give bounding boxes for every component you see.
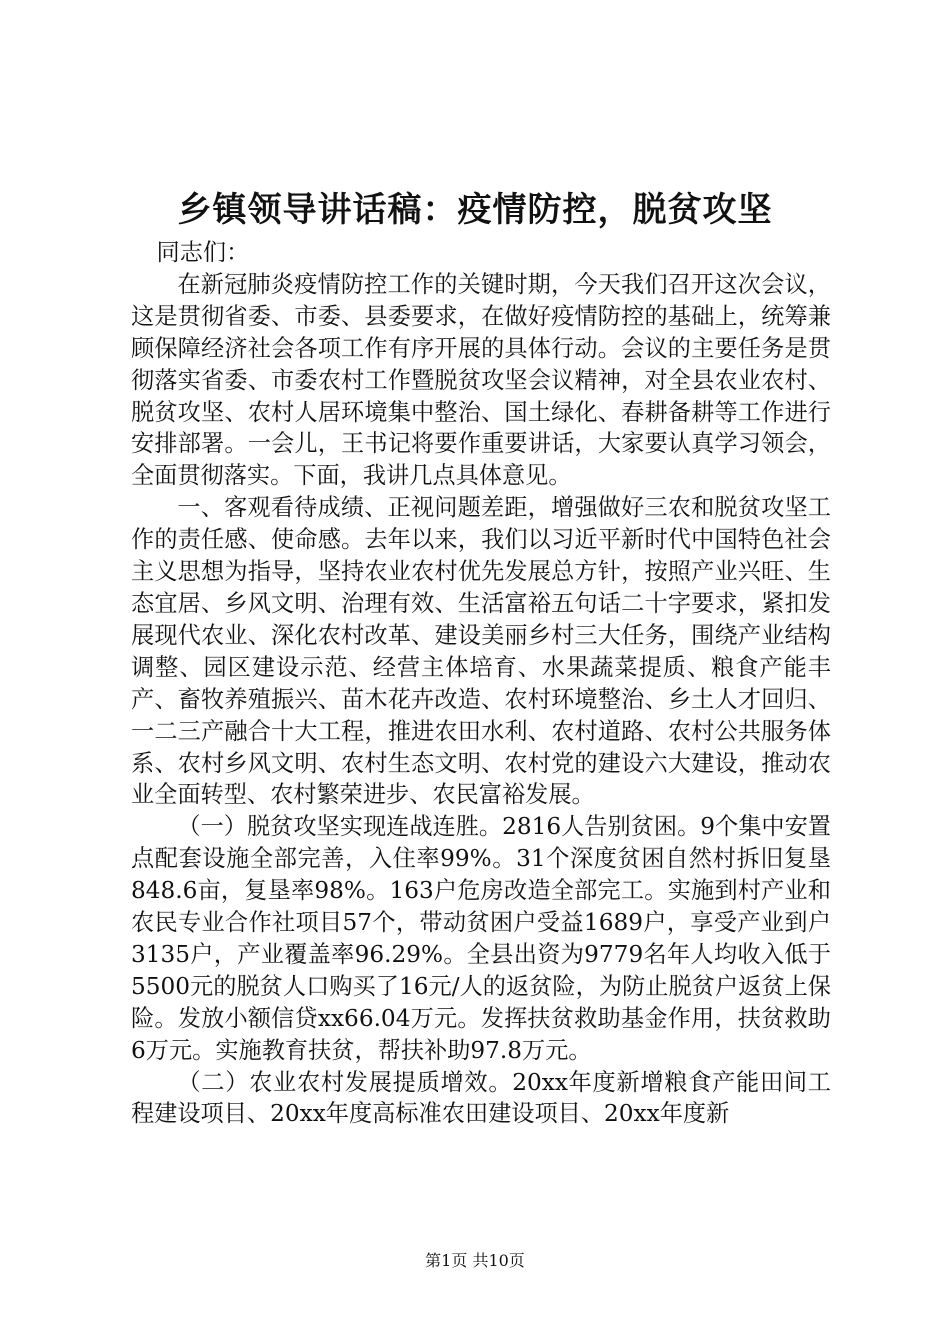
document-title: 乡镇领导讲话稿：疫情防控，脱贫攻坚 bbox=[177, 190, 773, 230]
paragraph-intro: 在新冠肺炎疫情防控工作的关键时期，今天我们召开这次会议，这是贯彻省委、市委、县委要求，在做好疫情防控的基础上，统筹兼顾保障经济社会各项工作有序开展的具体行动。会议的主要任务是贯彻落实省委、市委农村工作暨脱贫攻坚会议精神，对全县农业农村、脱贫攻坚、农村人居环境集中整治、国土绿化、春耕备耕等工作进行安排部署。一会儿，王书记将要作重要讲话，大家要认真学习领会，全面贯彻落实。下面，我讲几点具体意见。 bbox=[131, 270, 831, 490]
paragraph-subsection-1: （一）脱贫攻坚实现连战连胜。2816人告别贫困。9个集中安置点配套设施全部完善，入住率99%。31个深度贫困自然村拆旧复垦848.6亩，复垦率98%。163户危房改造全部完工。实施到村产业和农民专业合作社项目57个，带动贫困户受益1689户，享受产业到户3135户，产业覆盖率96.29%。全县出资为9779名年人均收入低于5500元的脱贫人口购买了16元/人的返贫险，为防止脱贫户返贫上保险。发放小额信贷xx66.04万元。发挥扶贫救助基金作用，扶贫救助6万元。实施教育扶贫，帮扶补助97.8万元。 bbox=[131, 813, 831, 1064]
page-indicator: 第1页 共10页 bbox=[425, 1251, 525, 1270]
document-body bbox=[131, 237, 831, 1130]
salutation: 同志们： bbox=[156, 239, 250, 266]
paragraph-subsection-2: （二）农业农村发展提质增效。20xx年度新增粮食产能田间工程建设项目、20xx年度高标准农田建设项目、20xx年度新 bbox=[131, 1068, 831, 1128]
paragraph-section-1: 一、客观看待成绩、正视问题差距，增强做好三农和脱贫攻坚工作的责任感、使命感。去年以来，我们以习近平新时代中国特色社会主义思想为指导，坚持农业农村优先发展总方针，按照产业兴旺、生态宜居、乡风文明、治理有效、生活富裕五句话二十字要求，紧扣发展现代农业、深化农村改革、建设美丽乡村三大任务，围绕产业结构调整、园区建设示范、经营主体培育、水果蔬菜提质、粮食产能丰产、畜牧养殖振兴、苗木花卉改造、农村环境整治、乡土人才回归、一二三产融合十大工程，推进农田水利、农村道路、农村公共服务体系、农村乡风文明、农村生态文明、农村党的建设六大建设，推动农业全面转型、农村繁荣进步、农民富裕发展。 bbox=[131, 494, 831, 809]
